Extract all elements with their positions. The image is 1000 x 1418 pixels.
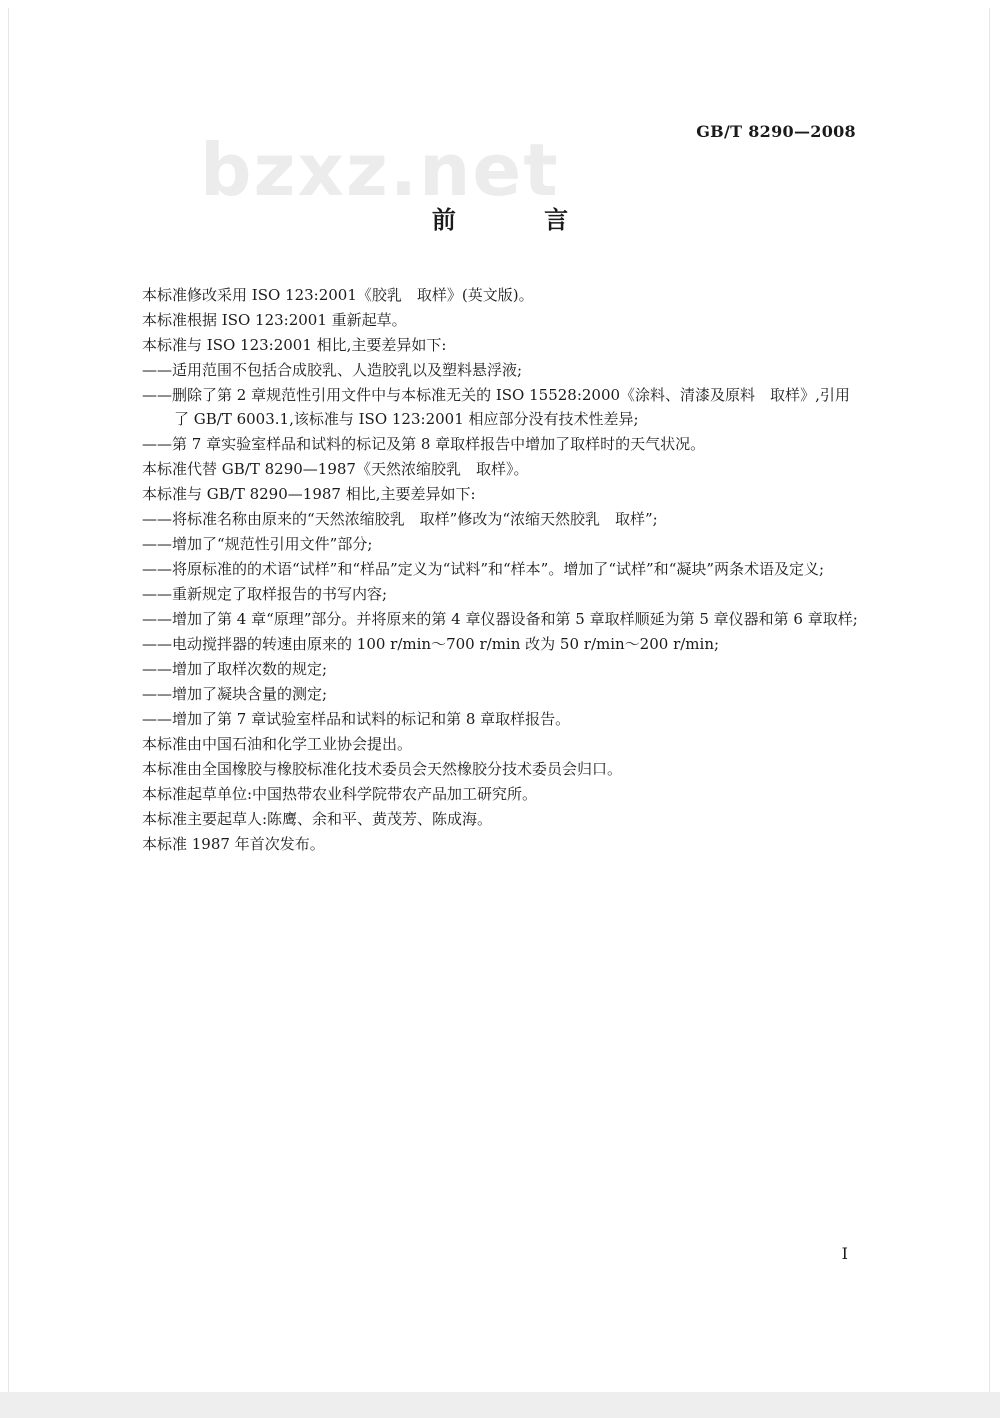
paragraph: 本标准起草单位:中国热带农业科学院带农产品加工研究所。	[142, 785, 538, 803]
page-title: 前 言	[431, 205, 609, 234]
paragraph: 本标准由中国石油和化学工业协会提出。	[142, 735, 413, 753]
dash-item: ——增加了第 7 章试验室样品和试料的标记和第 8 章取样报告。	[142, 710, 571, 728]
watermark: bzxz.net	[200, 128, 560, 212]
paragraph: 本标准根据 ISO 123:2001 重新起草。	[142, 311, 407, 329]
dash-item: ——重新规定了取样报告的书写内容;	[142, 585, 388, 603]
dash-item: ——增加了凝块含量的测定;	[142, 685, 328, 703]
dash-item: ——增加了第 4 章“原理”部分。并将原来的第 4 章仪器设备和第 5 章取样顺延为第 5 章仪器和第 6 章取样;	[142, 610, 858, 628]
dash-item: ——将原标准的的术语“试样”和“样品”定义为“试料”和“样本”。增加了“试样”和“凝块”两条术语及定义;	[142, 560, 825, 578]
paragraph: 本标准 1987 年首次发布。	[142, 835, 325, 853]
foreword-body	[142, 283, 862, 857]
paragraph: 本标准代替 GB/T 8290—1987《天然浓缩胶乳 取样》。	[142, 460, 529, 478]
dash-item: ——电动搅拌器的转速由原来的 100 r/min～700 r/min 改为 50 r/min～200 r/min;	[142, 635, 720, 653]
dash-item: ——删除了第 2 章规范性引用文件中与本标准无关的 ISO 15528:2000《涂料、清漆及原料 取样》,引用了 GB/T 6003.1,该标准与 ISO 123:2001 相应部分没有技术性差异;	[142, 386, 850, 428]
page-number: I	[841, 1244, 848, 1263]
dash-item: ——增加了“规范性引用文件”部分;	[142, 535, 373, 553]
paragraph: 本标准主要起草人:陈鹰、余和平、黄茂芳、陈成海。	[142, 810, 493, 828]
paragraph: 本标准修改采用 ISO 123:2001《胶乳 取样》(英文版)。	[142, 286, 534, 304]
paragraph: 本标准与 ISO 123:2001 相比,主要差异如下:	[142, 336, 447, 354]
bottom-strip	[0, 1392, 1000, 1418]
paragraph: 本标准与 GB/T 8290—1987 相比,主要差异如下:	[142, 485, 476, 503]
dash-item: ——适用范围不包括合成胶乳、人造胶乳以及塑料悬浮液;	[142, 361, 523, 379]
standard-code: GB/T 8290—2008	[696, 122, 856, 141]
dash-item: ——将标准名称由原来的“天然浓缩胶乳 取样”修改为“浓缩天然胶乳 取样”;	[142, 510, 658, 528]
paragraph: 本标准由全国橡胶与橡胶标准化技术委员会天然橡胶分技术委员会归口。	[142, 760, 623, 778]
dash-item: ——第 7 章实验室样品和试料的标记及第 8 章取样报告中增加了取样时的天气状况。	[142, 435, 706, 453]
dash-item: ——增加了取样次数的规定;	[142, 660, 328, 678]
